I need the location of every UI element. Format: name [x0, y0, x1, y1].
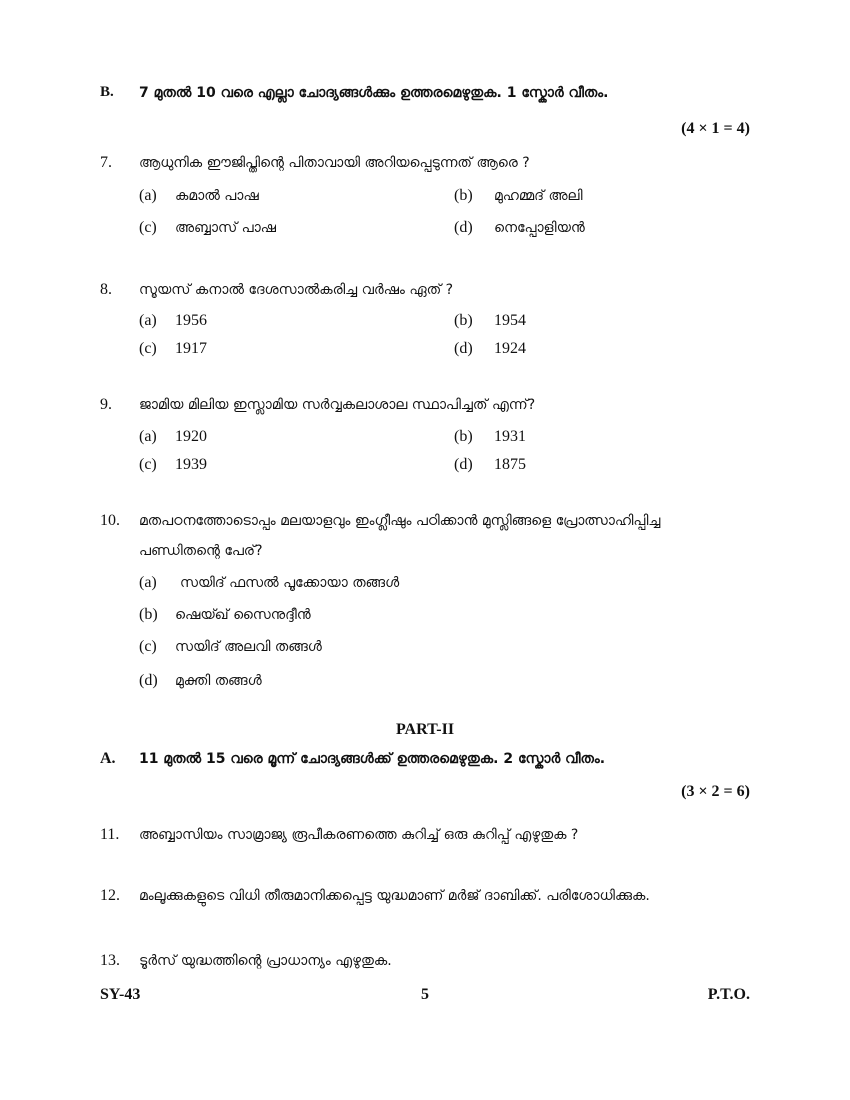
q9-option-c-text: 1939 [175, 456, 207, 473]
q9-option-a-label: (a) [139, 428, 157, 445]
q7-option-c-label: (c) [139, 219, 157, 236]
q10-option-c-text: സയിദ് അലവി തങ്ങൾ [175, 639, 322, 655]
question-8-text: സൂയസ് കനാൽ ദേശസാൽകരിച്ച വർഷം ഏത് ? [139, 282, 454, 298]
q9-option-c-label: (c) [139, 456, 157, 473]
part-2-section-a-instruction: 11 മുതൽ 15 വരെ മൂന്ന് ചോദ്യങ്ങൾക്ക് ഉത്തരമെഴുതുക. 2 സ്കോർ വീതം. [139, 751, 606, 767]
question-10-text-line2: പണ്ഡിതന്റെ പേര്? [139, 543, 263, 559]
question-9-text: ജാമിയ മിലിയ ഇസ്ലാമിയ സർവ്വകലാശാല സ്ഥാപിച്ചത് എന്ന്? [139, 397, 536, 413]
question-10-number: 10. [100, 512, 120, 529]
question-10-text-line1: മതപഠനത്തോടൊപ്പം മലയാളവും ഇംഗ്ലീഷും പഠിക്കാൻ മുസ്ലിങ്ങളെ പ്രോത്സാഹിപ്പിച്ച [139, 513, 661, 529]
question-12-text: മംലൂക്കുകളുടെ വിധി തീരുമാനിക്കപ്പെട്ട യുദ്ധമാണ് മർജ് ദാബിക്ക്. പരിശോധിക്കുക. [139, 888, 650, 904]
q7-option-c-text: അബ്ബാസ് പാഷ [175, 220, 277, 236]
q10-option-b-text: ഷെയ്ഖ് സൈനുദ്ദീൻ [175, 607, 311, 623]
part-2-section-a-marks: (3 × 2 = 6) [681, 783, 750, 800]
question-7-text: ആധുനിക ഈജിപ്തിന്റെ പിതാവായി അറിയപ്പെടുന്നത് ആരെ ? [139, 155, 530, 171]
q8-option-d-text: 1924 [494, 340, 526, 357]
question-13-number: 13. [100, 952, 120, 969]
question-9-number: 9. [100, 396, 112, 413]
footer-pto: P.T.O. [707, 986, 750, 1003]
question-8-number: 8. [100, 281, 112, 298]
q9-option-b-text: 1931 [494, 428, 526, 445]
q10-option-d-text: മുക്തി തങ്ങൾ [175, 673, 262, 689]
q8-option-c-label: (c) [139, 340, 157, 357]
q10-option-c-label: (c) [139, 638, 157, 655]
q10-option-b-label: (b) [139, 606, 158, 623]
q8-option-b-label: (b) [454, 312, 473, 329]
q8-option-d-label: (d) [454, 340, 473, 357]
question-11-number: 11. [100, 826, 120, 843]
q7-option-b-text: മുഹമ്മദ് അലി [494, 188, 583, 204]
q10-option-a-text: സയിദ് ഫസൽ പൂക്കോയാ തങ്ങൾ [180, 575, 400, 591]
q7-option-b-label: (b) [454, 187, 473, 204]
section-b-marks: (4 × 1 = 4) [681, 120, 750, 137]
q9-option-a-text: 1920 [175, 428, 207, 445]
q8-option-b-text: 1954 [494, 312, 526, 329]
section-b-instruction: 7 മുതൽ 10 വരെ എല്ലാ ചോദ്യങ്ങൾക്കും ഉത്തരമെഴുതുക. 1 സ്കോർ വീതം. [139, 85, 609, 101]
question-12-number: 12. [100, 887, 120, 904]
q8-option-c-text: 1917 [175, 340, 207, 357]
q8-option-a-text: 1956 [175, 312, 207, 329]
part-2-section-a-label: A. [100, 750, 116, 767]
q10-option-a-label: (a) [139, 574, 157, 591]
q7-option-a-text: കമാൽ പാഷ [175, 188, 259, 204]
q7-option-d-label: (d) [454, 219, 473, 236]
part-2-title: PART-II [395, 721, 455, 738]
question-7-number: 7. [100, 154, 112, 171]
footer-page-number: 5 [421, 986, 429, 1003]
section-b-label: B. [100, 84, 114, 100]
q7-option-d-text: നെപ്പോളിയൻ [494, 220, 585, 236]
footer-paper-code: SY-43 [100, 986, 141, 1003]
q9-option-b-label: (b) [454, 428, 473, 445]
question-13-text: ടൂർസ് യുദ്ധത്തിന്റെ പ്രാധാന്യം എഴുതുക. [139, 953, 392, 969]
q10-option-d-label: (d) [139, 672, 158, 689]
question-11-text: അബ്ബാസിയം സാമ്രാജ്യ രൂപീകരണത്തെ കുറിച്ച് ഒരു കുറിപ്പ് എഴുതുക ? [139, 827, 579, 843]
q7-option-a-label: (a) [139, 187, 157, 204]
q9-option-d-label: (d) [454, 456, 473, 473]
q9-option-d-text: 1875 [494, 456, 526, 473]
q8-option-a-label: (a) [139, 312, 157, 329]
